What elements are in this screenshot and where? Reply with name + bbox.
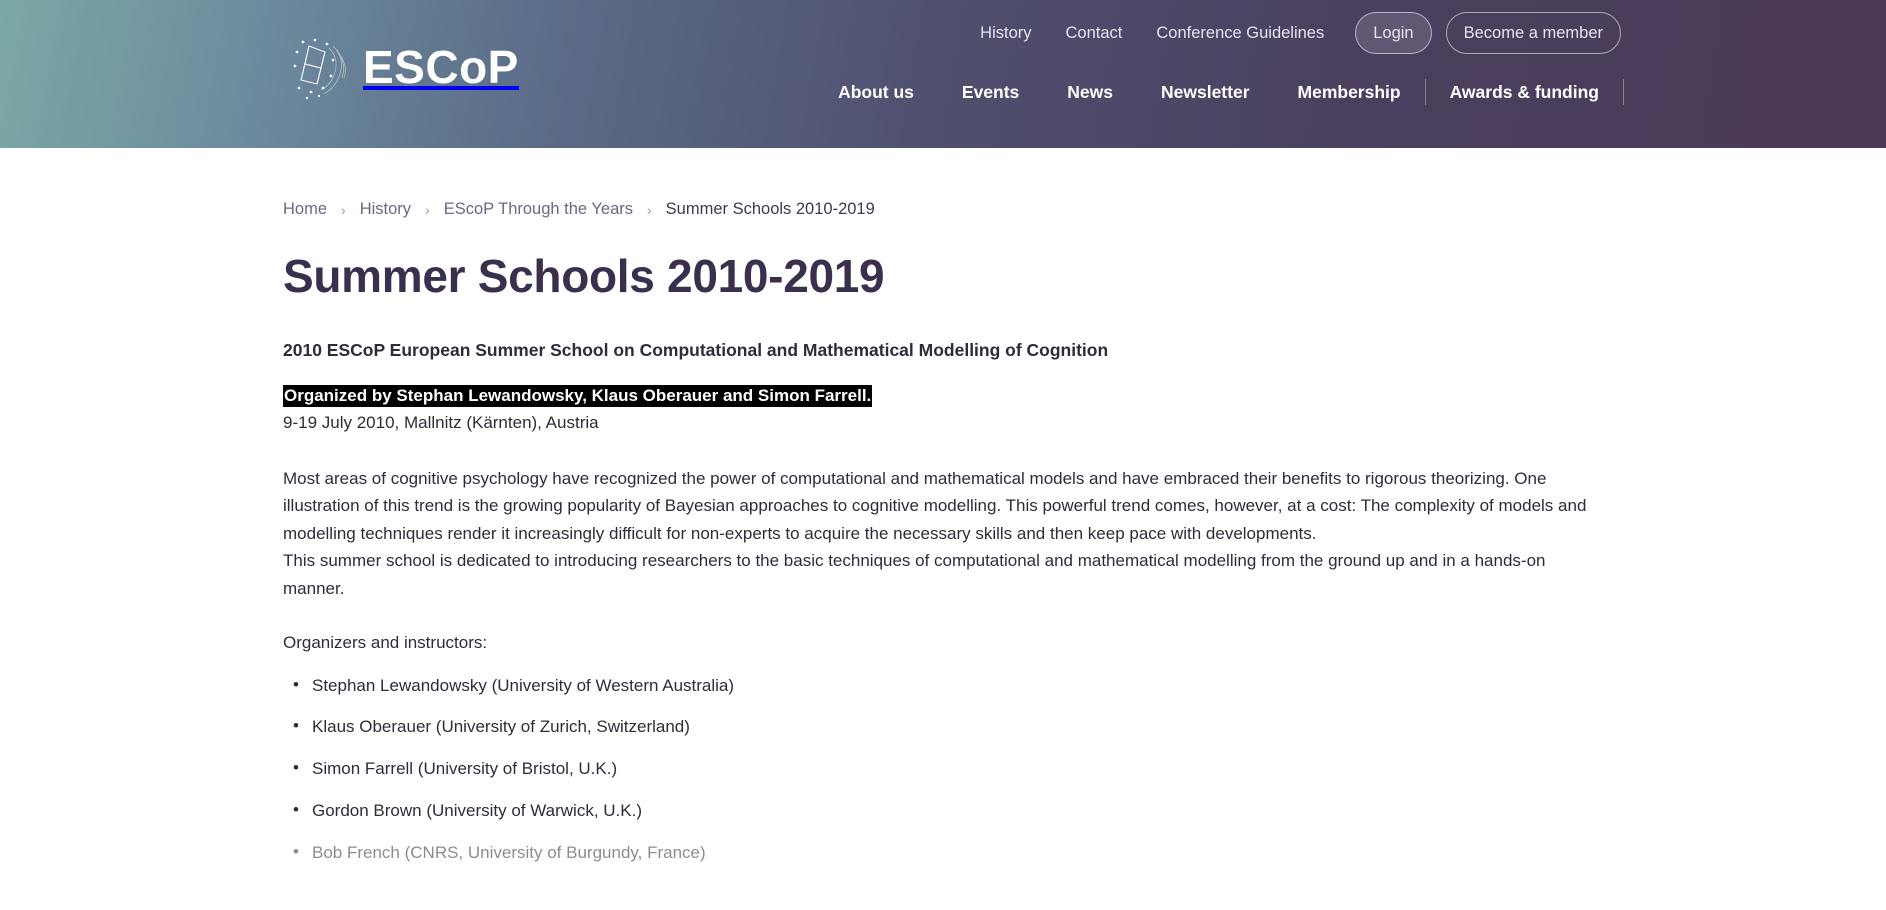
body-paragraph-1: Most areas of cognitive psychology have recognized the power of computational and mathematical models and have embraced their benefits to rigorous theorizing. One illustration of this trend is the growing popularity of Bayesian approaches to cognitive modelling. This powerful trend comes, however, at a cost: The complexity of models and modelling techniques render it increasingly difficult for non-experts to acquire the necessary skills and then keep pace with developments.	[283, 468, 1587, 543]
site-logo[interactable]	[283, 30, 519, 104]
breadcrumb-item-home[interactable]: Home	[283, 200, 328, 218]
organizers-list-intro: Organizers and instructors:	[283, 632, 488, 652]
body-paragraph-2: This summer school is dedicated to introducing researchers to the basic techniques of computational and mathematical modelling from the ground up and in a hands-on manner.	[283, 551, 1546, 598]
site-header	[0, 0, 1886, 148]
nav-item-awards-funding[interactable]: Awards & funding	[1449, 82, 1599, 102]
site-logo-text: ESCoP	[363, 41, 519, 93]
list-item: • Gordon Brown (University of Warwick, U.K.)	[312, 800, 1603, 823]
nav-item-events[interactable]: Events	[961, 82, 1020, 102]
become-a-member-button[interactable]: Become a member	[1446, 12, 1621, 54]
nav-item-newsletter[interactable]: Newsletter	[1161, 82, 1250, 102]
list-item: • Bob French (CNRS, University of Burgundy, France)	[312, 842, 1603, 865]
breadcrumb-item-escop-through-the-years[interactable]: EScoP Through the Years	[443, 200, 633, 218]
chevron-right-icon: ›	[341, 201, 346, 218]
list-item: • Klaus Oberauer (University of Zurich, Switzerland)	[312, 716, 1603, 739]
top-nav-item-contact[interactable]: Contact	[1065, 24, 1123, 42]
breadcrumb-item-history[interactable]: History	[359, 200, 412, 218]
chevron-right-icon-3: ›	[647, 201, 652, 218]
chevron-right-icon-2: ›	[425, 201, 430, 218]
top-utility-nav	[963, 12, 1621, 54]
breadcrumb	[283, 148, 1603, 219]
organized-by-line	[283, 384, 1603, 409]
main-nav	[814, 74, 1624, 110]
login-button[interactable]: Login	[1355, 12, 1431, 54]
page-content	[0, 148, 1886, 865]
breadcrumb-current: Summer Schools 2010-2019	[665, 200, 875, 218]
nav-item-about-us[interactable]: About us	[838, 82, 914, 102]
section-subheading: 2010 ESCoP European Summer School on Computational and Mathematical Modelling of Cognition	[283, 339, 1109, 360]
nav-item-membership[interactable]: Membership	[1297, 82, 1401, 102]
nav-item-news[interactable]: News	[1067, 82, 1113, 102]
organized-by-highlight: Organized by Stephan Lewandowsky, Klaus Oberauer and Simon Farrell.	[284, 385, 872, 405]
top-nav-item-conference-guidelines[interactable]: Conference Guidelines	[1156, 24, 1325, 42]
top-nav-item-history[interactable]: History	[980, 24, 1032, 42]
page-title: Summer Schools 2010-2019	[283, 250, 885, 302]
list-item: • Stephan Lewandowsky (University of Western Australia)	[312, 675, 1603, 698]
escop-logo-icon	[283, 30, 357, 104]
list-item: • Simon Farrell (University of Bristol, U.K.)	[312, 758, 1603, 781]
date-location-line: 9-19 July 2010, Mallnitz (Kärnten), Austria	[283, 413, 599, 433]
nav-divider-2	[1623, 79, 1624, 105]
organizers-list	[283, 675, 1603, 866]
